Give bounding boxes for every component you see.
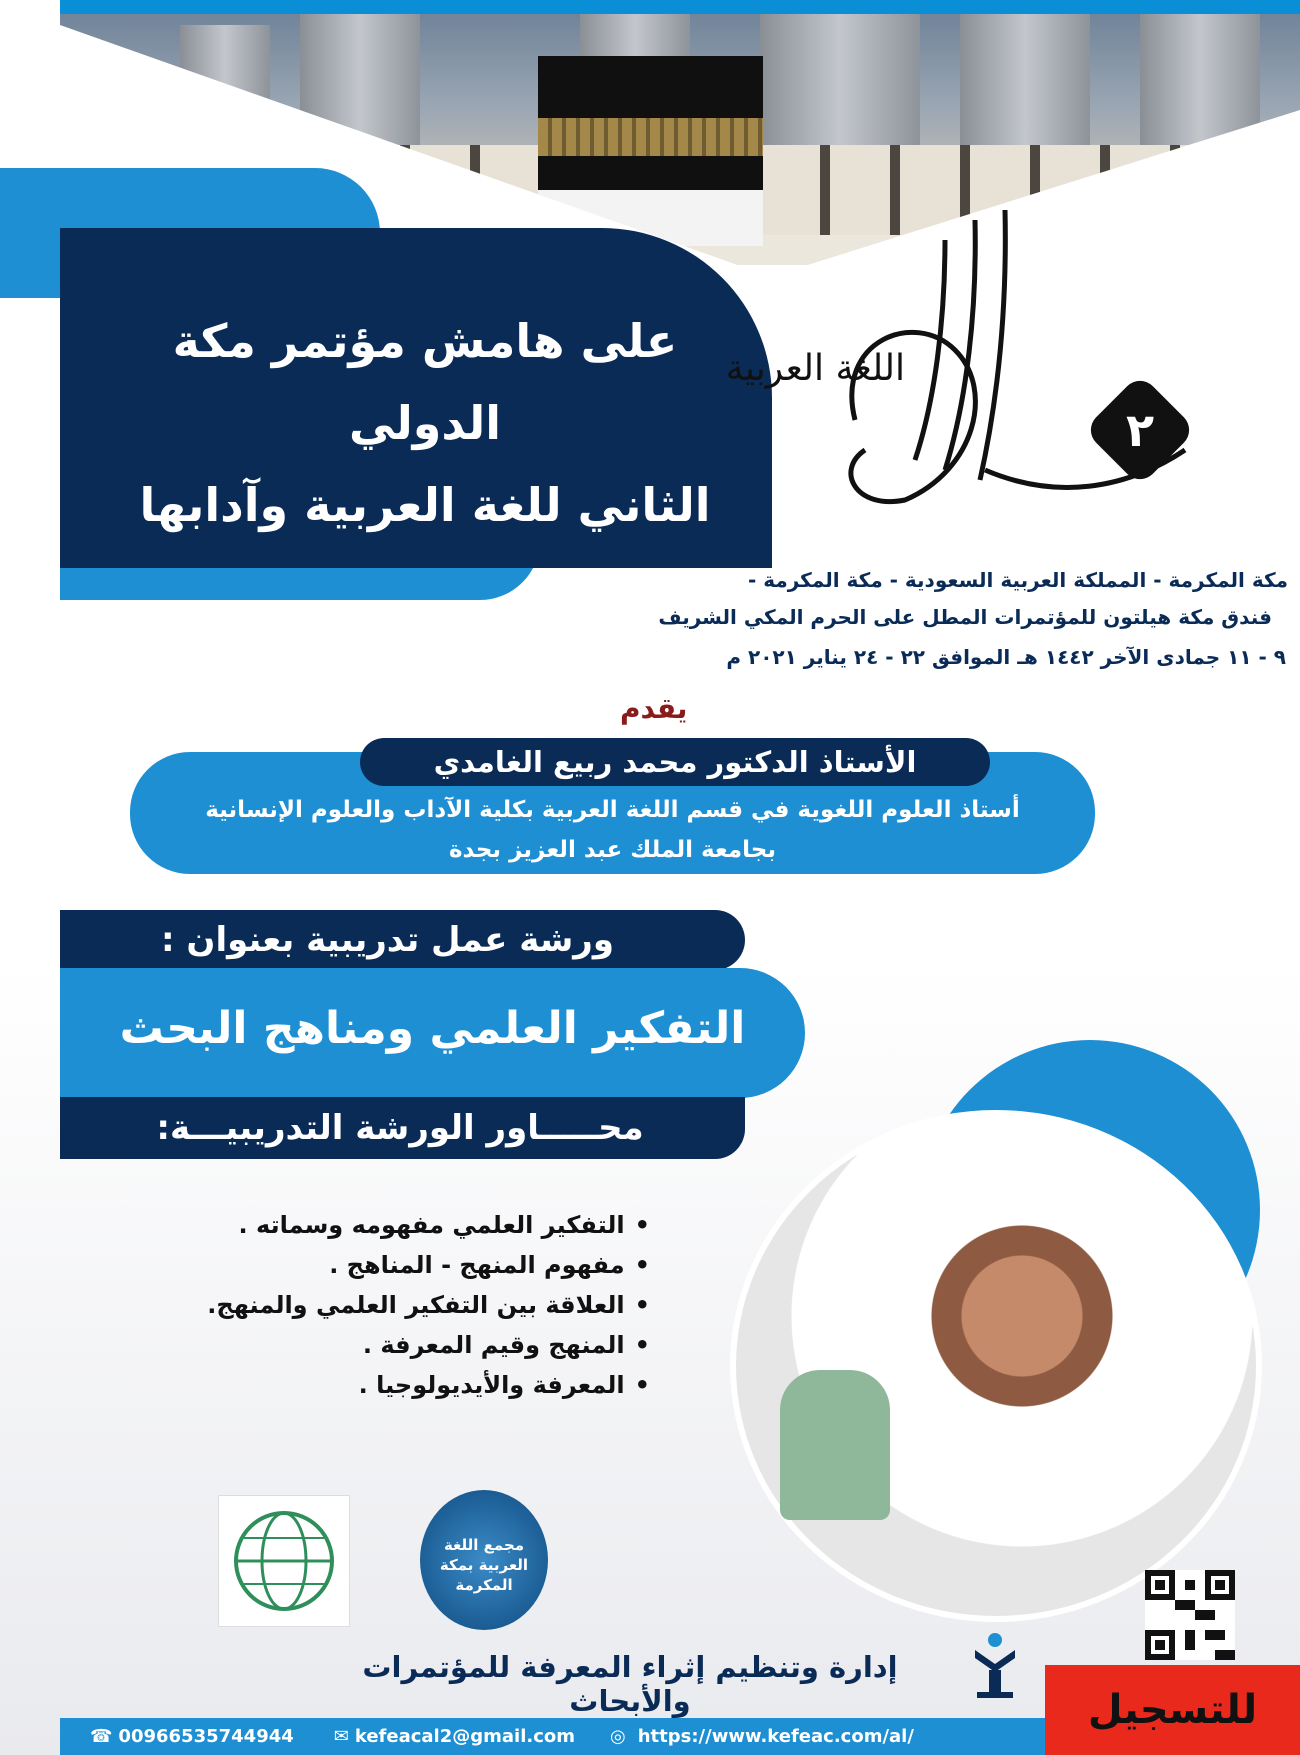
list-item: • التفكير العلمي مفهومه وسماته . <box>90 1205 650 1245</box>
edition-badge <box>1083 373 1196 486</box>
title-line-1: على هامش مؤتمر مكة الدولي <box>172 314 678 450</box>
globe-logo <box>218 1495 350 1627</box>
contact-footer <box>60 1718 1045 1755</box>
workshop-label: ورشة عمل تدريبية بعنوان : <box>160 920 615 960</box>
presents-label: يقدم <box>620 692 688 725</box>
location-line-2: فندق مكة هيلتون للمؤتمرات المطل على الحرم المكي الشريف <box>658 605 1272 629</box>
academy-logo <box>420 1490 548 1630</box>
logo-text: اللغة العربية <box>725 348 905 389</box>
conference-title <box>95 300 755 546</box>
axes-label: محـــــاور الورشة التدريبيـــة: <box>156 1108 644 1148</box>
website-link[interactable]: https://www.kefeac.com/al/ <box>637 1726 914 1747</box>
workshop-axes-list <box>90 1205 650 1405</box>
presenter-name: الأستاذ الدكتور محمد ربيع الغامدي <box>433 745 917 779</box>
title-line-2: الثاني للغة العربية وآدابها <box>139 478 711 532</box>
register-button[interactable]: للتسجيل <box>1087 1687 1258 1733</box>
globe-link-icon: ◎ <box>610 1726 626 1747</box>
organizer-logo-icon <box>965 1630 1025 1700</box>
edition-number: ٢ <box>1125 403 1155 457</box>
date-line: ٩ - ١١ جمادى الآخر ١٤٤٢ هـ الموافق ٢٢ - ٢٤ يناير ٢٠٢١ م <box>726 645 1286 669</box>
email-icon: ✉ <box>333 1726 349 1747</box>
list-item: • مفهوم المنهج - المناهج . <box>90 1245 650 1285</box>
qr-code[interactable] <box>1145 1570 1235 1660</box>
microphone-image <box>780 1370 890 1520</box>
presenter-desc-line-1: أستاذ العلوم اللغوية في قسم اللغة العربية بكلية الآداب والعلوم الإنسانية <box>205 797 1020 823</box>
presenter-description <box>130 790 1095 870</box>
academy-logo-text: مجمع اللغة العربية بمكة المكرمة <box>439 1536 529 1594</box>
workshop-title: التفكير العلمي ومناهج البحث <box>119 1003 746 1054</box>
phone-icon: ☎ <box>90 1726 113 1747</box>
presenter-desc-line-2: بجامعة الملك عبد العزيز بجدة <box>448 837 776 863</box>
top-accent-bar <box>60 0 1300 14</box>
globe-icon <box>219 1496 349 1626</box>
presenter-photo <box>730 1110 1262 1622</box>
list-item: • المنهج وقيم المعرفة . <box>90 1325 650 1365</box>
list-item: • المعرفة والأيديولوجيا . <box>90 1365 650 1405</box>
organizer-text: إدارة وتنظيم إثراء المعرفة للمؤتمرات والأبحاث <box>362 1650 898 1718</box>
list-item: • العلاقة بين التفكير العلمي والمنهج. <box>90 1285 650 1325</box>
email-address[interactable]: kefeacal2@gmail.com <box>354 1726 576 1747</box>
location-line-1: مكة المكرمة - المملكة العربية السعودية - مكة المكرمة - <box>747 568 1288 592</box>
phone-number[interactable]: 00966535744944 <box>118 1726 294 1747</box>
arabic-calligraphy-logo <box>725 200 1215 540</box>
